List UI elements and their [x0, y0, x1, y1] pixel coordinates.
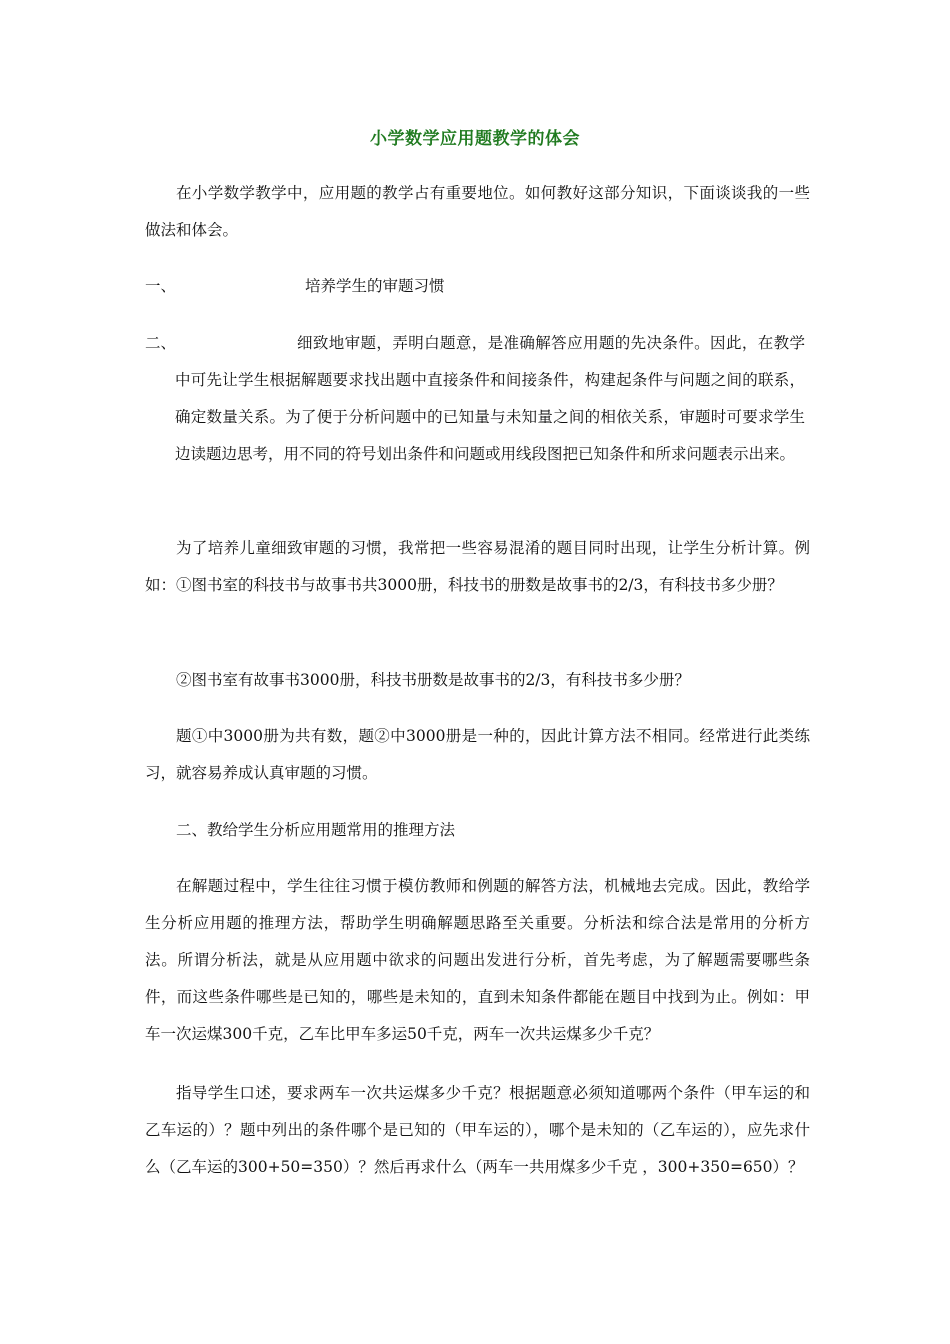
- method-paragraph: 在解题过程中，学生往往习惯于模仿教师和例题的解答方法，机械地去完成。因此，教给学生分析应用题的推理方法，帮助学生明确解题思路至关重要。分析法和综合法是常用的分析方法。所谓分析法，就是从应用题中欲求的问题出发进行分析，首先考虑，为了解题需要哪些条件，而这些条件哪些是已知的，哪些是未知的，直到未知条件都能在题目中找到为止。例如：甲车一次运煤300千克，乙车比甲车多运50千克，两车一次共运煤多少千克？: [145, 877, 810, 1043]
- example2-paragraph: ②图书室有故事书3000册，科技书册数是故事书的2/3，有科技书多少册？: [176, 671, 690, 689]
- list-heading-1: 培养学生的审题习惯: [305, 277, 445, 295]
- page-title: 小学数学应用题教学的体会: [370, 129, 580, 149]
- intro-paragraph: 在小学数学教学中，应用题的教学占有重要地位。如何教好这部分知识，下面谈谈我的一些做法和体会。: [145, 184, 810, 239]
- compare-paragraph: 题①中3000册为共有数，题②中3000册是一种的，因此计算方法不相同。经常进行此类练习，就容易养成认真审题的习惯。: [145, 727, 810, 782]
- list-marker-2: 二、: [145, 334, 177, 352]
- list-body-2: 细致地审题，弄明白题意，是准确解答应用题的先决条件。因此，在教学中可先让学生根据解题要求找出题中直接条件和间接条件，构建起条件与问题之间的联系，确定数量关系。为了便于分析问题中的已知量与未知量之间的相依关系，审题时可要求学生边读题边思考，用不同的符号划出条件和问题或用线段图把已知条件和所求问题表示出来。: [175, 334, 805, 463]
- list-marker-1: 一、: [145, 277, 177, 295]
- example-paragraph: 为了培养儿童细致审题的习惯，我常把一些容易混淆的题目同时出现，让学生分析计算。例如：①图书室的科技书与故事书共3000册，科技书的册数是故事书的2/3，有科技书多少册？: [145, 539, 810, 594]
- section-heading-2: 二、教给学生分析应用题常用的推理方法: [176, 821, 456, 839]
- guide-paragraph: 指导学生口述，要求两车一次共运煤多少千克？根据题意必须知道哪两个条件（甲车运的和乙车运的）？题中列出的条件哪个是已知的（甲车运的），哪个是未知的（乙车运的），应先求什么（乙车运的300+50=350）？然后再求什么（两车一共用煤多少千克 ，300+350=650）？: [145, 1084, 810, 1176]
